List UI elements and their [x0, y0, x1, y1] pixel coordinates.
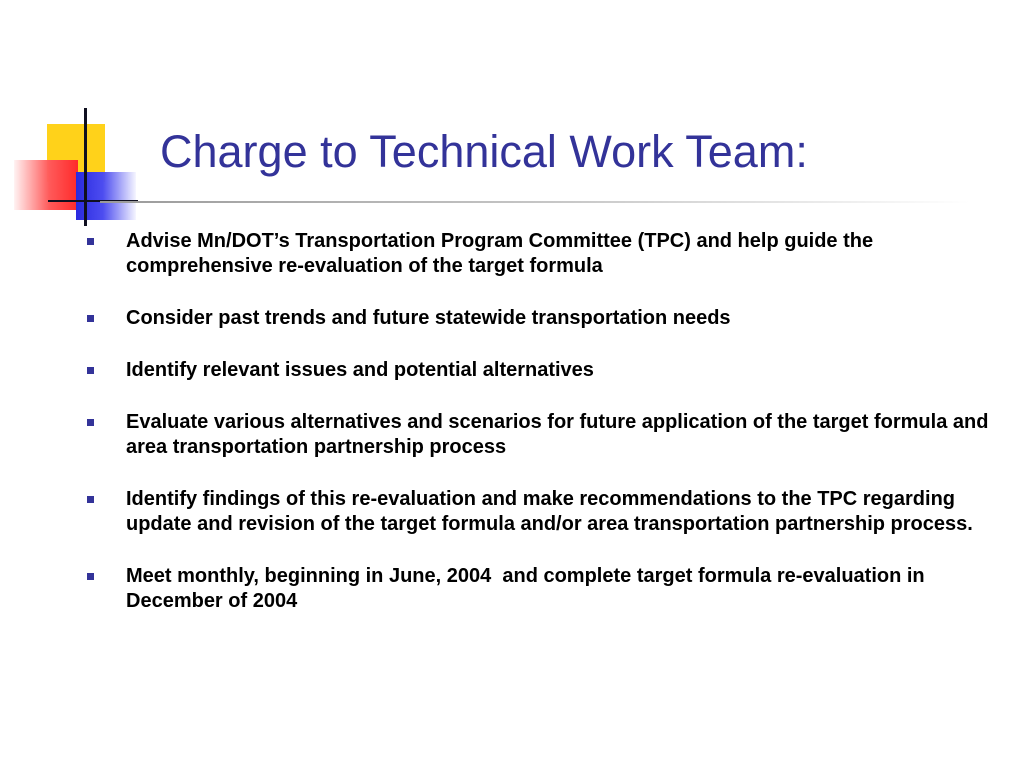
logo-vertical-line [84, 108, 87, 226]
square-bullet-icon [87, 496, 94, 503]
square-bullet-icon [87, 367, 94, 374]
list-item [82, 306, 1002, 331]
slide-title: Charge to Technical Work Team: [160, 126, 808, 177]
bullet-text: Consider past trends and future statewide transportation needs [126, 307, 731, 329]
square-bullet-icon [87, 573, 94, 580]
bullet-text: Advise Mn/DOT’s Transportation Program Committee (TPC) and help guide the comprehensive re-evaluation of the target formula [126, 230, 879, 277]
list-item [82, 564, 1002, 614]
title-underline-divider [100, 201, 970, 203]
list-item [82, 358, 1002, 383]
list-item [82, 487, 1002, 537]
bullet-text: Meet monthly, beginning in June, 2004 and complete target formula re-evaluation in December of 2004 [126, 565, 931, 612]
square-bullet-icon [87, 238, 94, 245]
list-item [82, 229, 1002, 279]
bullet-text: Identify findings of this re-evaluation and make recommendations to the TPC regarding update and revision of the target formula and/or area transportation partnership process. [126, 488, 973, 535]
square-bullet-icon [87, 419, 94, 426]
bullet-list [82, 229, 1002, 641]
bullet-text: Identify relevant issues and potential alternatives [126, 359, 594, 381]
logo-red-square [14, 160, 78, 210]
bullet-text: Evaluate various alternatives and scenarios for future application of the target formula and area transportation partnership process [126, 411, 994, 458]
list-item [82, 410, 1002, 460]
square-bullet-icon [87, 315, 94, 322]
